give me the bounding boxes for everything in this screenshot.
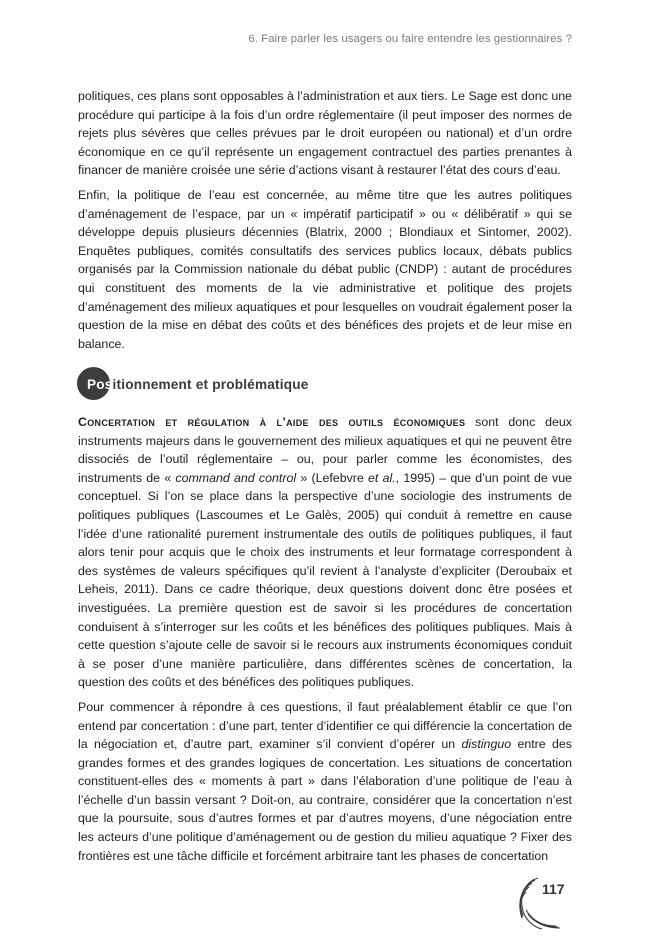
page-number: 117 — [542, 881, 565, 897]
paragraph — [78, 413, 572, 692]
section-heading — [77, 367, 309, 401]
section-title-lead: Pos — [87, 376, 113, 392]
paragraph: Enfin, la politique de l’eau est concernée, au même titre que les autres politiques d’aménagement de l’espace, par un « impératif participatif » ou « délibératif » qui se développe depuis plusieurs décennies (Blatrix, 2000 ; Blondiaux et Sintomer, 2002). Enquêtes publiques, comités consultatifs des services publics locaux, débats publics organisés par la Commission nationale du débat public (CNDP) : autant de procédures qui constituent des moments de la vie administrative et politique des projets d’aménagement des milieux aquatiques et pour lesquelles on voudrait également poser la question de la mise en débat des coûts et des bénéfices des projets et de leur mise en balance. — [78, 187, 572, 351]
text-run: sont donc deux instruments majeurs dans le gouvernement des milieux aquatiques et qui ne peuvent être dissociés de l’outil réglementaire – ou, pour parler comme les économistes, des instruments de « — [78, 415, 572, 485]
body-text — [78, 413, 572, 871]
page-number-badge — [512, 872, 574, 930]
paragraph — [78, 698, 572, 865]
italic-term: distinguo — [461, 737, 512, 752]
text-run: , 1995) – que d’un point de vue conceptuel. Si l’on se place dans la perspective d’une sociologie des instruments de politiques publiques (Lascoumes et Le Galès, 2005) qui conduit à remettre en cause l’idée d’une rationalité purement instrumentale des outils de politiques publiques, il faut alors tenir pour acquis que le choix des instruments et leur formatage correspondent à des systèmes de valeurs spécifiques qu’il revient à l’analyste d’expliciter (Deroubaix et Leheis, 2011). Dans ce cadre théorique, deux questions doivent donc être posées et investiguées. La première question est de savoir si les procédures de concertation conduisent à s’interroger sur les coûts et les bénéfices des politiques publiques. Mais à cette question s’ajoute celle de savoir si le recours aux instruments économiques conduit à se poser d’une manière particulière, dans différentes scènes de concertation, la question des coûts et des bénéfices des politiques publiques. — [78, 470, 572, 690]
section-title-rest: itionnement et problématique — [112, 376, 309, 392]
running-header: 6. Faire parler les usagers ou faire entendre les gestionnaires ? — [248, 33, 572, 45]
text-run: » (Lefebvre — [296, 470, 369, 485]
paragraph-lead-in: Concertation et régulation à l’aide des outils économiques — [78, 415, 466, 429]
italic-term: command and control — [175, 470, 297, 485]
text-run: Pour commencer à répondre à ces questions, il faut préalablement établir ce que l’on entend par concertation : d’une part, tenter d’identifier ce qui différencie la concertation de la négociation et, d’autre part, examiner s’il convient d’opérer un — [78, 699, 572, 752]
text-run: entre des grandes formes et des grandes logiques de concertation. Les situations de concertation constituent-elles des « moments à part » dans l’élaboration d’une politique de l’eau à l’échelle d’un bassin versant ? Doit-on, au contraire, considérer que la concertation n’est que la poursuite, sous d’autres formes et par d’autres moyens, d’une négociation entre les acteurs d’une politique d’aménagement ou de gestion du milieu aquatique ? Fixer des frontières est une tâche difficile et forcément arbitraire tant les phases de concertation — [78, 737, 572, 863]
intro-text — [78, 87, 572, 359]
paragraph: politiques, ces plans sont opposables à l’administration et aux tiers. Le Sage est donc une procédure qui participe à la fois d’un ordre réglementaire (il peut imposer des normes de rejets plus sévères que celles prévues par le droit européen ou national) et d’un ordre économique en ce qu’il représente un engagement contractuel des parties prenantes à financer de manière croisée une série d’actions visant à restaurer l’état des cours d’eau. — [78, 89, 572, 178]
italic-term: et al. — [368, 470, 396, 485]
section-title — [87, 377, 308, 392]
